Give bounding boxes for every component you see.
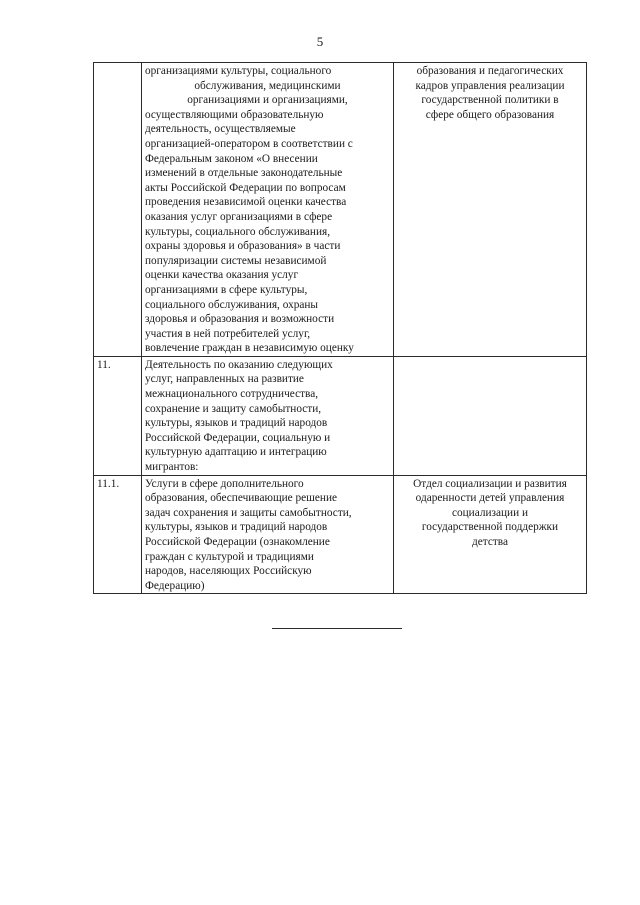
text-line: государственной поддержки	[421, 521, 559, 534]
text-line: Деятельность по оказанию следующих	[145, 358, 333, 371]
text-line: народов, населяющих Российскую	[145, 565, 312, 578]
text-line: социального обслуживания, охраны	[145, 298, 319, 311]
text-line: популяризации системы независимой	[145, 254, 327, 267]
responsible-unit	[394, 63, 587, 357]
text-line: Отдел социализации и развития	[413, 477, 567, 490]
row-number	[94, 63, 142, 357]
text-line: организациями в сфере культуры,	[145, 283, 308, 296]
page-number: 5	[316, 34, 324, 49]
activity-description	[142, 63, 394, 357]
responsible-unit	[394, 475, 587, 594]
text-line: культуры, языков и традиций народов	[145, 417, 328, 430]
activity-description	[142, 356, 394, 475]
text-line: деятельность, осуществляемые	[145, 123, 296, 136]
text-line: граждан с культурой и традициями	[145, 550, 314, 563]
text-line: обслуживания, медицинскими	[194, 79, 341, 92]
text-line: Федеральным законом «О внесении	[145, 152, 318, 165]
text-line: оказания услуг организациями в сфере	[145, 210, 333, 223]
responsibility-table	[93, 62, 587, 594]
table-row	[94, 475, 587, 594]
text-line: мигрантов:	[145, 461, 199, 474]
text-line: социализации и	[451, 506, 529, 519]
text-line: одаренности детей управления	[415, 492, 565, 505]
text-line: изменений в отдельные законодательные	[145, 167, 343, 180]
text-line: Услуги в сфере дополнительного	[145, 477, 304, 490]
activity-description	[142, 475, 394, 594]
text-line: услуг, направленных на развитие	[145, 373, 304, 386]
text-line: организацией-оператором в соответствии с	[145, 137, 353, 150]
text-line: сохранение и защиту самобытности,	[145, 402, 322, 415]
text-line: акты Российской Федерации по вопросам	[145, 181, 346, 194]
table-row	[94, 63, 587, 357]
text-line: кадров управления реализации	[415, 79, 565, 92]
text-line: Федерацию)	[145, 579, 205, 592]
text-line: межнационального сотрудничества,	[145, 388, 319, 401]
text-line: проведения независимой оценки качества	[145, 196, 347, 209]
table-row	[94, 356, 587, 475]
text-line: культуры, социального обслуживания,	[145, 225, 331, 238]
text-line: здоровья и образования и возможности	[145, 313, 335, 326]
row-number: 11.	[94, 356, 142, 475]
text-line: осуществляющими образовательную	[145, 108, 324, 121]
text-line: охраны здоровья и образования» в части	[145, 240, 341, 253]
text-line: участия в ней потребителей услуг,	[145, 327, 311, 340]
text-line: Российской Федерации (ознакомление	[145, 536, 330, 548]
text-line: организациями культуры, социального	[145, 65, 332, 77]
text-line: Российской Федерации, социальную и	[145, 431, 331, 444]
end-divider-line	[272, 628, 402, 629]
text-line: вовлечение граждан в независимую оценку	[145, 342, 354, 355]
text-line: организациями и организациями,	[187, 94, 348, 107]
text-line: культуры, языков и традиций народов	[145, 521, 328, 534]
text-line: культурную адаптацию и интеграцию	[145, 446, 327, 459]
text-line: государственной политики в	[421, 94, 559, 107]
text-line: детства	[472, 536, 508, 548]
responsible-unit	[394, 356, 587, 475]
text-line: образования, обеспечивающие решение	[145, 492, 338, 505]
text-line: сфере общего образования	[425, 108, 555, 121]
row-number: 11.1.	[94, 475, 142, 594]
text-line: образования и педагогических	[416, 65, 564, 77]
text-line: задач сохранения и защиты самобытности,	[145, 506, 352, 519]
text-line: оценки качества оказания услуг	[145, 269, 299, 282]
